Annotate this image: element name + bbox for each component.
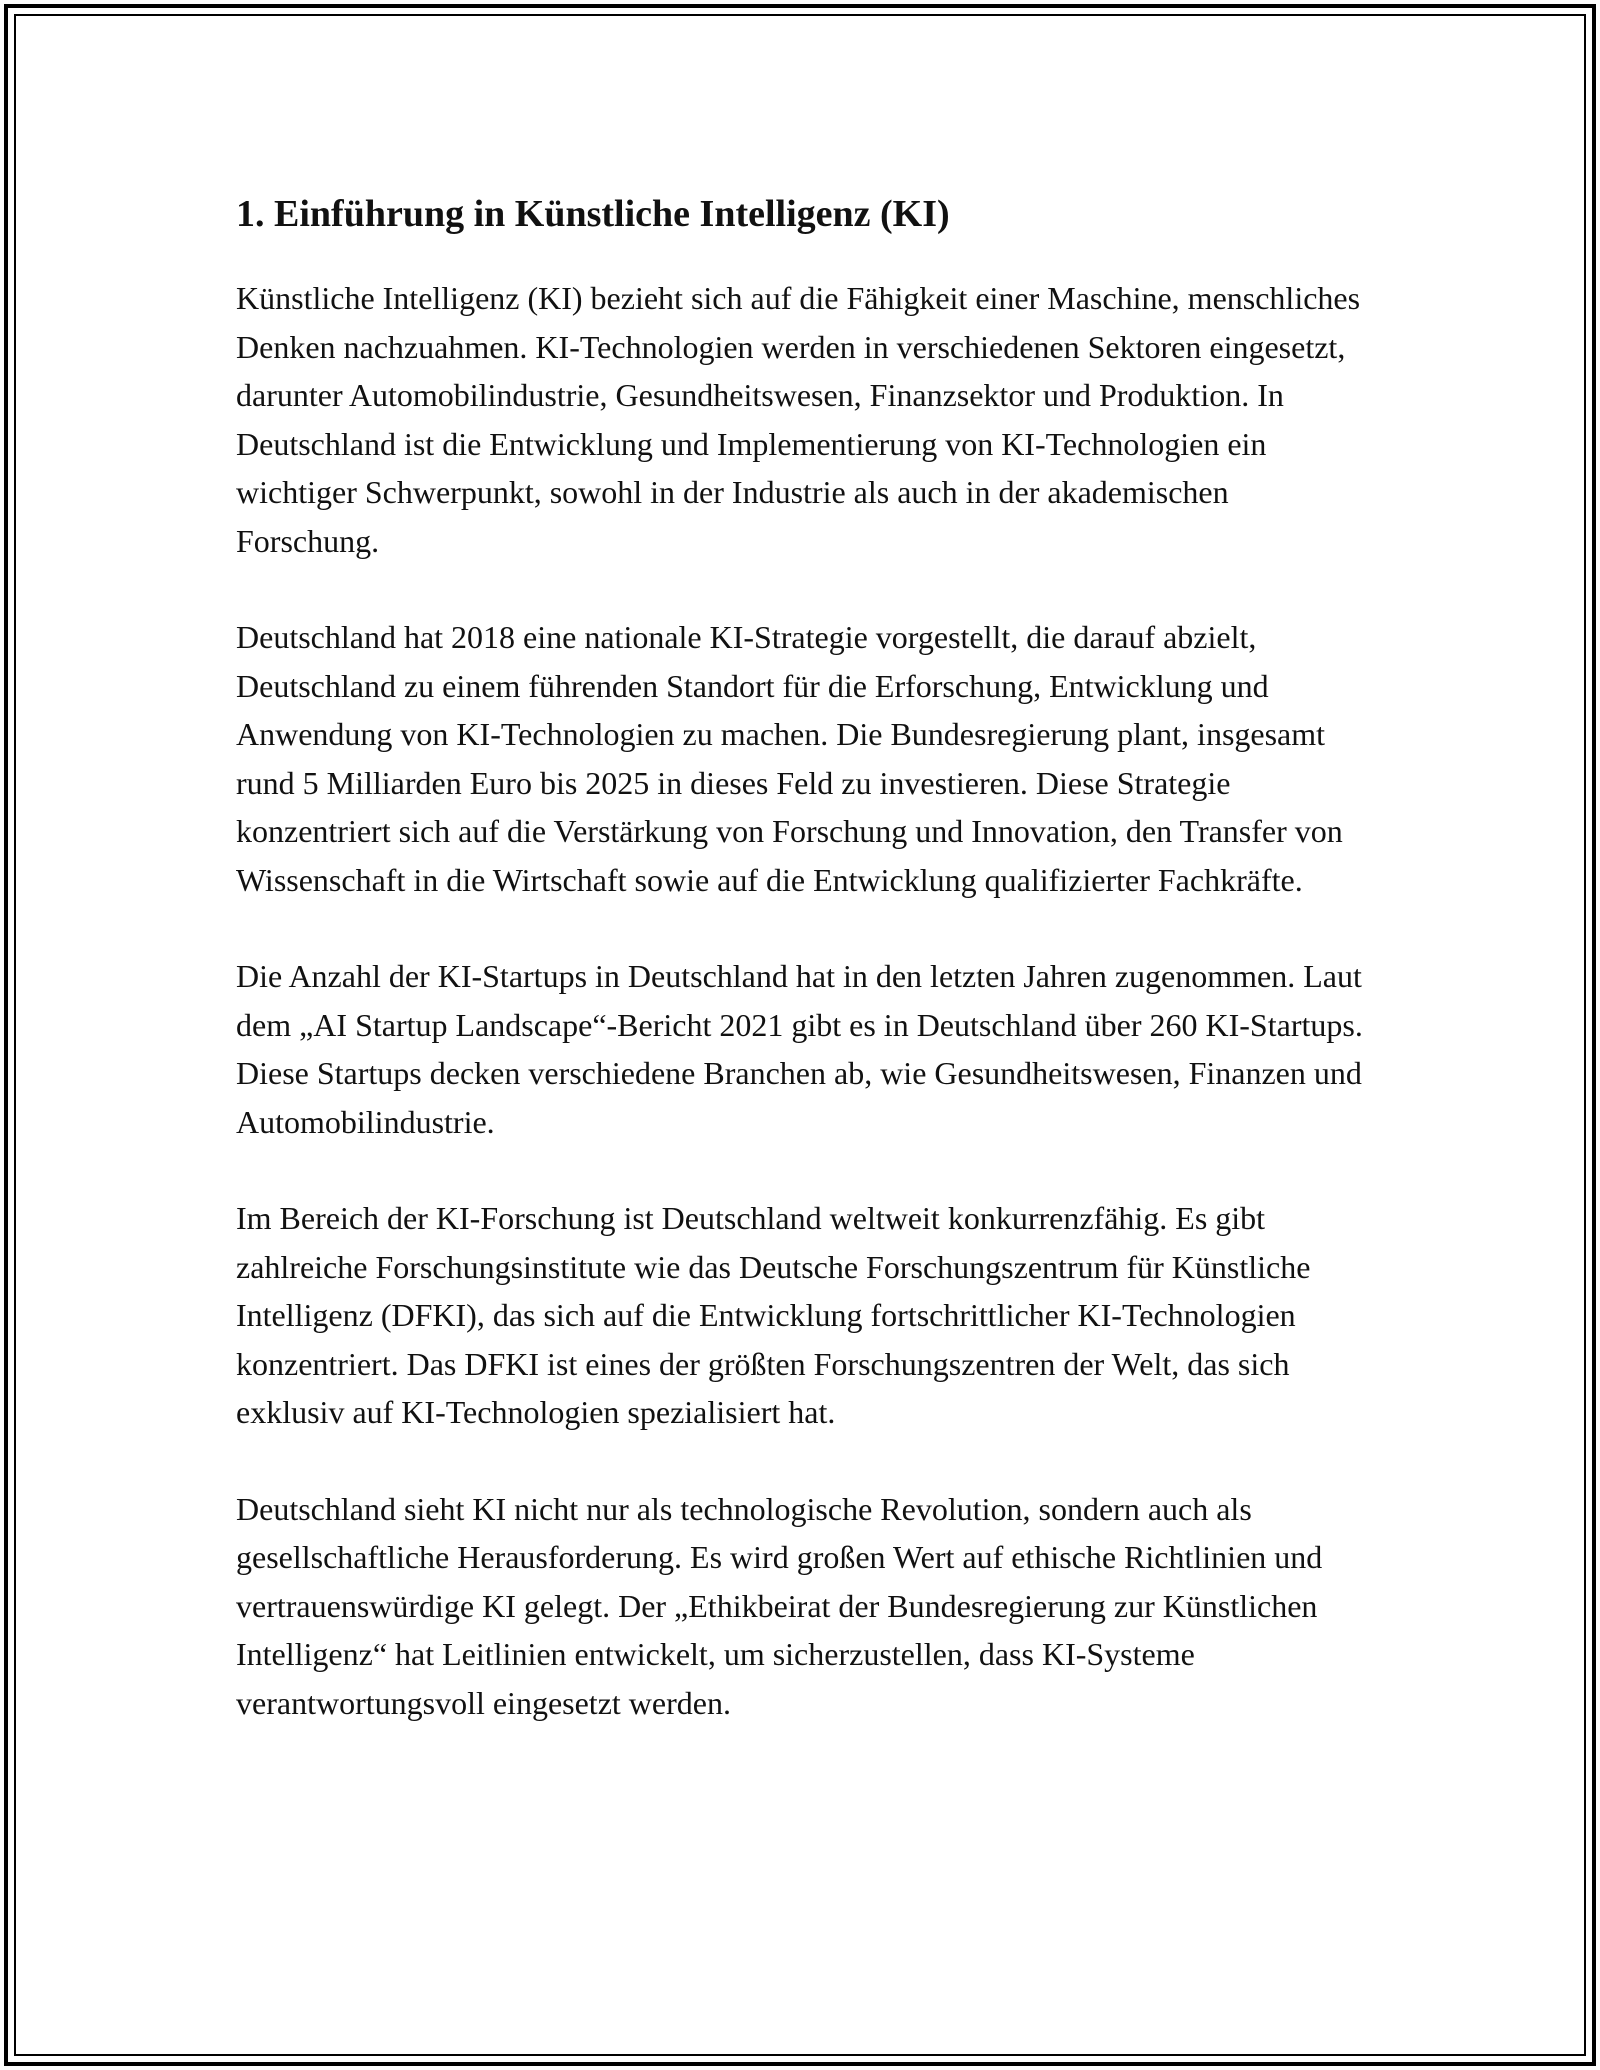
paragraph-ethics: Deutschland sieht KI nicht nur als technologische Revolution, sondern auch als gesellschaftliche Herausforderung. Es wird großen Wert auf ethische Richtlinien und vertrauenswürdige KI gelegt. Der „Ethikbeirat der Bundesregierung zur Künstlichen Intelligenz“ hat Leitlinien entwickelt, um sicherzustellen, dass KI-Systeme verantwortungsvoll eingesetzt werden. [236,1490,1323,1721]
section-heading: 1. Einführung in Künstliche Intelligenz (KI) [236,193,950,235]
paragraph-research: Im Bereich der KI-Forschung ist Deutschland weltweit konkurrenzfähig. Es gibt zahlreiche Forschungsinstitute wie das Deutsche Forschungszentrum für Künstliche Intelligenz (DFKI), das sich auf die Entwicklung fortschrittlicher KI-Technologien konzentriert. Das DFKI ist eines der größten Forschungszentren der Welt, das sich exklusiv auf KI-Technologien spezialisiert hat. [236,1200,1311,1430]
paragraph-startups: Die Anzahl der KI-Startups in Deutschland hat in den letzten Jahren zugenommen. Laut dem „AI Startup Landscape“-Bericht 2021 gibt es in Deutschland über 260 KI-Startups. Diese Startups decken verschiedene Branchen ab, wie Gesundheitswesen, Finanzen und Automobilindustrie. [236,958,1363,1140]
document-body [236,188,1376,1727]
paragraph-introduction: Künstliche Intelligenz (KI) bezieht sich auf die Fähigkeit einer Maschine, menschliches Denken nachzuahmen. KI-Technologien werden in verschiedenen Sektoren eingesetzt, darunter Automobilindustrie, Gesundheitswesen, Finanzsektor und Produktion. In Deutschland ist die Entwicklung und Implementierung von KI-Technologien ein wichtiger Schwerpunkt, sowohl in der Industrie als auch in der akademischen Forschung. [236,280,1361,559]
paragraph-national-strategy: Deutschland hat 2018 eine nationale KI-Strategie vorgestellt, die darauf abzielt, Deutschland zu einem führenden Standort für die Erforschung, Entwicklung und Anwendung von KI-Technologien zu machen. Die Bundesregierung plant, insgesamt rund 5 Milliarden Euro bis 2025 in dieses Feld zu investieren. Diese Strategie konzentriert sich auf die Verstärkung von Forschung und Innovation, den Transfer von Wissenschaft in die Wirtschaft sowie auf die Entwicklung qualifizierter Fachkräfte. [236,619,1343,898]
